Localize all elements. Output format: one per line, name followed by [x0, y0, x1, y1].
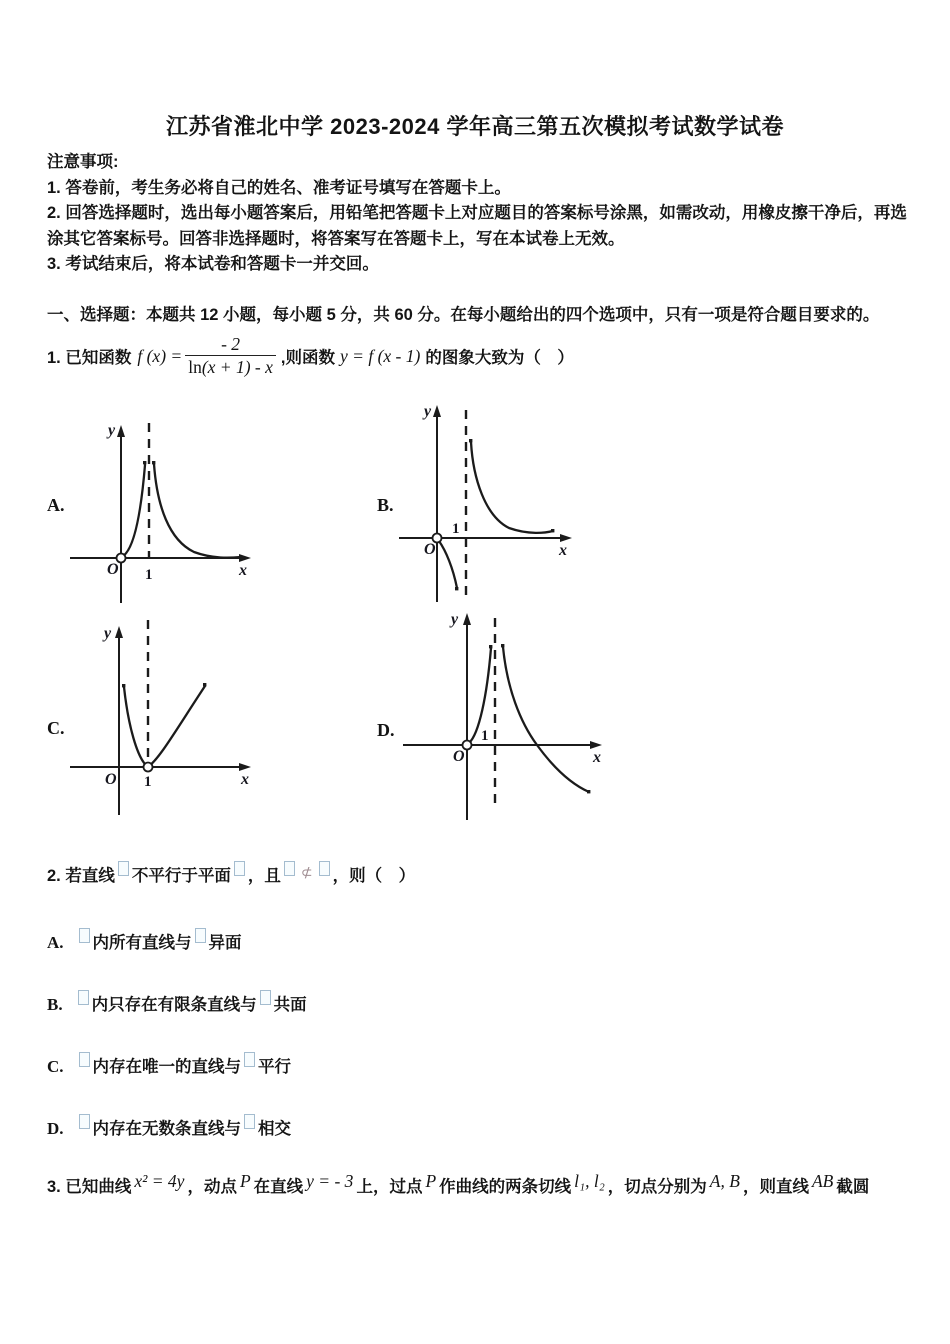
missing-glyph-box [260, 990, 271, 1005]
q1-option-a-label: A. [47, 495, 65, 515]
option-text: 内只存在有限条直线与 [91, 996, 257, 1014]
x-axis-label: x [239, 562, 247, 579]
question-2-option-b [47, 990, 307, 1020]
curve-endpoint [203, 683, 206, 686]
q1-after-comma: ,则函数 [280, 349, 335, 367]
q2-stem-text-2: 不平行于平面 [131, 867, 231, 885]
q1-den-rest: (x + 1) - x [201, 357, 273, 377]
y-axis-label: y [104, 625, 112, 642]
curve-endpoint [122, 684, 125, 687]
page-title: 江苏省淮北中学 2023-2024 学年高三第五次模拟考试数学试卷 [166, 114, 784, 139]
x-axis-arrow [560, 534, 572, 542]
q2-stem-text-4: ，则（ ） [332, 867, 416, 885]
missing-glyph-box [284, 861, 295, 876]
q3-text-8: 截圆 [836, 1178, 870, 1196]
missing-glyph-box [79, 1052, 90, 1067]
q1-formula-left: f (x) = [137, 345, 183, 366]
graph-option-d [393, 610, 613, 825]
x-axis-label: x [593, 749, 601, 766]
q1-option-d-label: D. [377, 720, 395, 740]
q3-text-4: 上，过点 [356, 1178, 423, 1196]
q3-math-points-ab: A, B [709, 1171, 740, 1191]
option-letter: D. [47, 1119, 64, 1138]
option-letter: B. [47, 995, 63, 1014]
q1-mid-math: y = f (x - 1) [340, 345, 421, 366]
q3-text-3: 在直线 [253, 1178, 304, 1196]
graph-option-b [393, 400, 583, 605]
q3-text-6: ，切点分别为 [607, 1178, 707, 1196]
missing-glyph-box [79, 1114, 90, 1129]
curve-endpoint [152, 461, 155, 464]
q3-math-curve: x² = 4y [134, 1171, 185, 1191]
graph-option-c [58, 612, 258, 817]
origin-label: O [105, 771, 117, 788]
question-2-option-c [47, 1052, 291, 1082]
graph-option-a [58, 413, 258, 608]
q3-text-7: ，则直线 [742, 1178, 809, 1196]
option-text: 相交 [258, 1120, 292, 1138]
q2-stem-text-1: 2. 若直线 [47, 867, 115, 885]
tick-1-label: 1 [452, 521, 460, 537]
q1-tail: 的图象大致为（ ） [425, 349, 574, 367]
question-3-stem [47, 1168, 927, 1205]
question-2-option-a [47, 928, 242, 958]
missing-glyph-box [244, 1114, 255, 1129]
y-axis-label: y [424, 403, 432, 420]
y-axis-arrow [463, 613, 471, 625]
curve-right-branch [154, 464, 241, 558]
missing-glyph-box [118, 861, 129, 876]
curve-endpoint [551, 529, 554, 532]
y-axis-arrow [115, 626, 123, 638]
notice-heading: 注意事项: [47, 153, 119, 171]
question-1-lead: 1. 已知函数 [47, 349, 132, 367]
curve-upper-branch [471, 442, 553, 533]
x-axis-arrow [590, 741, 602, 749]
q1-option-b-label: B. [377, 495, 394, 515]
curve-left-branch [123, 465, 145, 556]
option-letter: A. [47, 933, 64, 952]
q1-den-ln: ln [188, 357, 202, 377]
q1-fraction-numerator: - 2 [221, 334, 241, 354]
notice-section [47, 150, 919, 278]
q2-stem-text-3: ，且 [247, 867, 281, 885]
missing-glyph-box [78, 990, 89, 1005]
missing-glyph-box [244, 1052, 255, 1067]
missing-glyph-box [195, 928, 206, 943]
option-text: 平行 [258, 1058, 292, 1076]
missing-glyph-box [234, 861, 245, 876]
question-2-stem [47, 858, 415, 891]
tick-1-label: 1 [144, 774, 152, 790]
curve-endpoint [587, 790, 590, 793]
curve-endpoint [501, 644, 504, 647]
x-axis-label: x [559, 542, 567, 559]
notice-item-2: 2. 回答选择题时，选出每小题答案后，用铅笔把答题卡上对应题目的答案标号涂黑，如需改动，用橡皮擦干净后，再选涂其它答案标号。回答非选择题时，将答案写在答题卡上，写在本试卷上无效。 [47, 204, 907, 248]
y-axis-arrow [433, 405, 441, 417]
x-axis-arrow [239, 763, 251, 771]
y-axis-label: y [108, 422, 116, 439]
not-subset-symbol: ⊄ [300, 865, 313, 881]
x-axis-label: x [241, 771, 249, 788]
open-point-minimum [144, 763, 153, 772]
q3-math-tangents: l₁, l₂ [574, 1171, 605, 1191]
q3-text-5: 作曲线的两条切线 [439, 1178, 572, 1196]
q3-text-2: ，动点 [187, 1178, 237, 1196]
option-letter: C. [47, 1057, 64, 1076]
q1-formula-fraction [185, 334, 276, 378]
q1-option-c-label: C. [47, 718, 65, 738]
question-2-option-d [47, 1114, 291, 1144]
question-1-stem [47, 326, 574, 386]
q3-math-line: y = - 3 [306, 1171, 354, 1191]
curve-endpoint [143, 461, 146, 464]
q3-math-point-p: P [239, 1171, 251, 1191]
option-text: 内存在无数条直线与 [92, 1120, 242, 1138]
missing-glyph-box [79, 928, 90, 943]
q3-math-line-ab: AB [811, 1171, 834, 1191]
curve-right-branch [503, 647, 589, 792]
missing-glyph-box [319, 861, 330, 876]
notice-item-1: 1. 答卷前，考生务必将自己的姓名、准考证号填写在答题卡上。 [47, 178, 511, 197]
curve-lower-branch [439, 541, 457, 588]
q1-fraction-denominator [185, 355, 276, 378]
q3-math-point-p2: P [425, 1171, 437, 1191]
y-axis-arrow [117, 425, 125, 437]
q3-text-1: 3. 已知曲线 [47, 1178, 132, 1196]
notice-item-3: 3. 考试结束后，将本试卷和答题卡一并交回。 [47, 255, 379, 273]
origin-label: O [107, 561, 119, 578]
curve-endpoint [469, 439, 472, 442]
option-text: 内存在唯一的直线与 [92, 1058, 242, 1076]
option-text: 共面 [273, 996, 307, 1014]
origin-label: O [424, 541, 436, 558]
option-text: 异面 [208, 934, 242, 952]
origin-label: O [453, 748, 465, 765]
curve-endpoint [455, 587, 458, 590]
tick-1-label: 1 [145, 567, 153, 583]
tick-1-label: 1 [481, 728, 489, 744]
option-text: 内所有直线与 [92, 934, 192, 952]
curve-endpoint [489, 645, 492, 648]
curve-parabola [124, 686, 205, 767]
y-axis-label: y [451, 611, 459, 628]
section-1-heading: 一、选择题：本题共 12 小题，每小题 5 分，共 60 分。在每小题给出的四个选项中，只有一项是符合题目要求的。 [47, 306, 880, 324]
